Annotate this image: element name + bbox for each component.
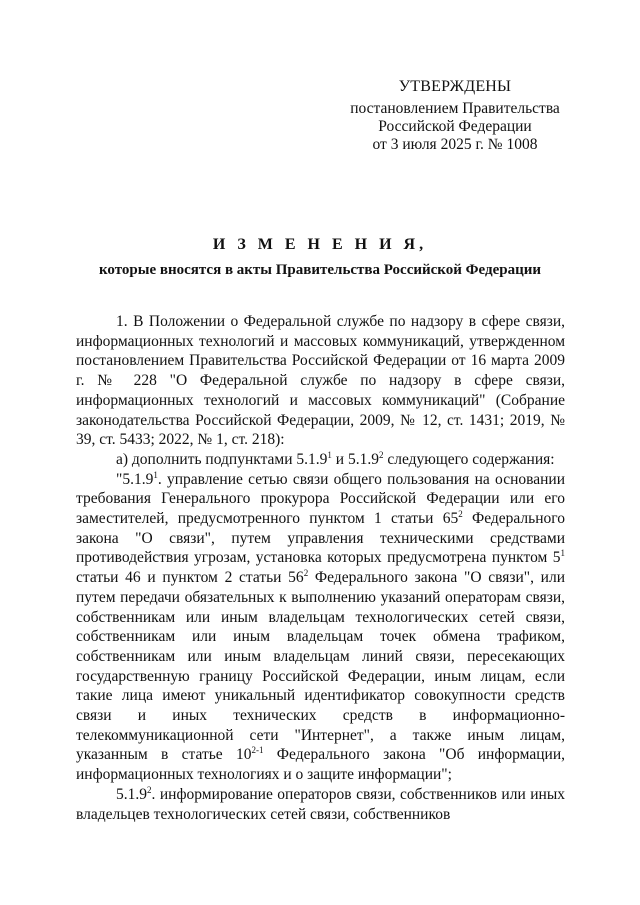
superscript: 1 xyxy=(560,548,565,559)
approval-line-3: от 3 июля 2025 г. № 1008 xyxy=(372,136,538,153)
superscript: 2 xyxy=(378,449,384,460)
paragraph-3 xyxy=(76,470,565,785)
superscript: 2 xyxy=(303,568,309,579)
paragraph-3-text-c: Федерального закона "О связи", путем управления техническими средствами противодействия угрозам, установка которых предусмотрена пунктом 5 xyxy=(76,510,565,567)
document-body xyxy=(76,312,565,824)
approval-line-1: постановлением Правительства xyxy=(350,100,560,117)
paragraph-3-text-a: "5.1.9 xyxy=(116,470,154,488)
paragraph-3-text-e: Федерального закона "О связи", или путем передачи обязательных к выполнению указаний операторам связи, собственникам или иным владельцам технологических сетей связи, собственникам или иным владельцам точек обмена трафиком, собственникам или иным владельцам линий связи, пересекающих государственную границу Российской Федерации, иным лицам, если такие лица имеют уникальный идентификатор совокупности средств связи и иных технических средств в информационно-телекоммуникационной сети "Интернет", а также иным лицам, указанным в статье 10 xyxy=(76,569,565,764)
paragraph-4-text-b: . информирование операторов связи, собственников или иных владельцев технологических сетей связи, собственников xyxy=(76,785,565,823)
paragraph-3-text-d: статьи 46 и пунктом 2 статьи 56 xyxy=(76,569,304,587)
paragraph-2-text-b: и 5.1.9 xyxy=(331,450,379,468)
approval-line-2: Российской Федерации xyxy=(378,118,532,135)
approval-block xyxy=(330,78,580,154)
paragraph-4 xyxy=(76,785,565,824)
approval-title: УТВЕРЖДЕНЫ xyxy=(398,78,512,95)
paragraph-4-text-a: 5.1.9 xyxy=(116,785,147,803)
document-subheading: которые вносятся в акты Правительства Российской Федерации xyxy=(98,262,542,278)
paragraph-2-text-a: а) дополнить подпунктами 5.1.9 xyxy=(116,450,328,468)
superscript: 2 xyxy=(147,784,152,795)
superscript: 2-1 xyxy=(251,745,264,756)
paragraph-2-text-c: следующего содержания: xyxy=(383,450,555,468)
superscript: 1 xyxy=(327,449,332,460)
paragraph-2 xyxy=(76,450,565,470)
paragraph-1: 1. В Положении о Федеральной службе по надзору в сфере связи, информационных технологий и массовых коммуникаций, утвержденном постановлением Правительства Российской Федерации от 16 марта 2009 г. № 228 "О Федеральной службе по надзору в сфере связи, информационных технологий и массовых коммуникаций" (Собрание законодательства Российской Федерации, 2009, № 12, ст. 1431; 2019, № 39, ст. 5433; 2022, № 1, ст. 218): xyxy=(76,313,565,449)
superscript: 2 xyxy=(458,509,463,520)
superscript: 1 xyxy=(153,469,158,480)
document-heading: И З М Е Н Е Н И Я, xyxy=(212,236,428,253)
paragraph-3-text-f: Федерального закона "Об информации, информационных технологиях и о защите информации"; xyxy=(76,746,565,784)
paragraph-3-text-b: . управление сетью связи общего пользования на основании требования Генерального прокурора Российской Федерации или его заместителей, предусмотренного пунктом 1 статьи 65 xyxy=(76,470,565,528)
